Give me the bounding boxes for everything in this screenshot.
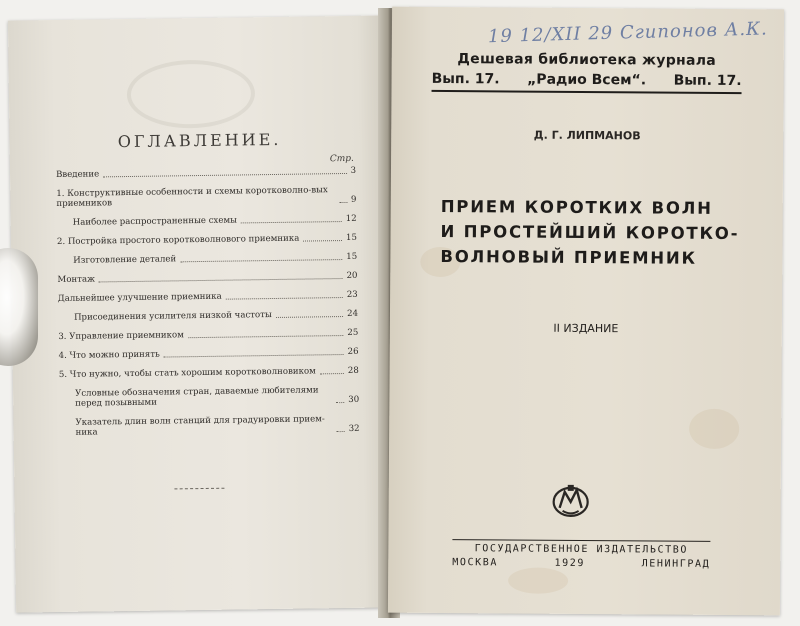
series-rule (432, 90, 742, 94)
toc-leader-dots (241, 221, 342, 223)
toc-entry-text: Монтаж (57, 274, 96, 286)
publication-year: 1929 (554, 557, 586, 569)
toc-entry-text: Указатель длин волн станций для градуировки прием-ника (75, 414, 325, 438)
title-line: И ПРОСТЕЙШИЙ КОРОТКО- (440, 221, 740, 244)
toc-entry (56, 185, 356, 209)
edition-label: II ИЗДАНИЕ (553, 321, 619, 336)
toc-entry (57, 214, 357, 228)
author-name: Д. Г. ЛИПМАНОВ (533, 128, 641, 143)
toc-entry-text: Присоединения усилителя низкой частоты (73, 310, 272, 323)
toc-end-divider (174, 488, 224, 490)
toc-entry (57, 233, 357, 247)
publisher-imprint (452, 557, 710, 570)
toc-entry-page: 20 (346, 270, 358, 281)
series-name: Дешевая библиотека журнала (457, 51, 717, 69)
toc-entry (58, 309, 358, 323)
toc-entry-page: 28 (347, 365, 359, 376)
toc-entry (58, 290, 358, 304)
toc-leader-dots (339, 202, 347, 203)
toc-entry-page: 24 (347, 308, 359, 319)
toc-entry-text: 5. Что нужно, чтобы стать хорошим коротковолновиком (58, 366, 316, 381)
toc-entry (59, 385, 359, 409)
toc-leader-dots (180, 259, 342, 262)
series-issue-line (432, 71, 742, 89)
journal-name: „Радио Всем“. (527, 71, 647, 89)
toc-entry-page: 30 (348, 394, 360, 405)
toc-entry-text: Введение (55, 169, 100, 181)
toc-title: ОГЛАВЛЕНИЕ. (117, 129, 282, 152)
toc-entry-page: 32 (348, 423, 360, 434)
toc-leader-dots (99, 278, 343, 282)
toc-entry-page: 3 (350, 165, 357, 176)
issue-number-left: Вып. 17. (431, 70, 500, 88)
toc-entry-page: 15 (346, 251, 358, 262)
toc-entry-page: 12 (345, 213, 357, 224)
toc-leader-dots (226, 297, 343, 300)
book-title (440, 194, 741, 271)
city-leningrad: ЛЕНИНГРАД (641, 558, 711, 570)
toc-leader-dots (103, 173, 346, 177)
toc-page-label: Стр. (329, 153, 354, 165)
paper-stain (508, 567, 568, 593)
faint-stamp-mark (126, 59, 255, 129)
toc-entry-text: 2. Постройка простого коротковолнового приемника (56, 233, 300, 248)
publisher-logo-icon (549, 478, 593, 522)
toc-entry-page: 23 (346, 289, 358, 300)
toc-entry (58, 328, 358, 342)
toc-entry-text: Изготовление деталей (73, 254, 177, 266)
city-moscow: МОСКВА (452, 557, 499, 569)
toc-leader-dots (337, 431, 345, 432)
toc-entry (59, 414, 359, 438)
toc-entry-page: 25 (347, 327, 359, 338)
toc-list (56, 166, 360, 447)
toc-leader-dots (164, 354, 344, 358)
left-page (8, 15, 396, 612)
publisher-block (452, 539, 710, 570)
toc-entry (57, 252, 357, 266)
toc-entry-text: 1. Конструктивные особенности и схемы коротковолно-вых приемников (56, 185, 328, 210)
series-header (432, 51, 742, 94)
toc-leader-dots (303, 240, 342, 242)
toc-entry-text: 4. Что можно принять (58, 349, 160, 362)
toc-entry-page: 15 (345, 232, 358, 243)
toc-entry (59, 366, 359, 380)
title-line: ВОЛНОВЫЙ ПРИЕМНИК (440, 246, 697, 268)
toc-leader-dots (336, 402, 344, 403)
toc-entry-page: 9 (350, 194, 357, 205)
toc-leader-dots (276, 316, 343, 318)
publisher-name: ГОСУДАРСТВЕННОЕ ИЗДАТЕЛЬСТВО (474, 543, 689, 556)
paper-stain (689, 409, 739, 449)
toc-entry (56, 166, 356, 180)
toc-entry (59, 347, 359, 361)
light-glare (0, 248, 38, 366)
issue-number-right: Вып. 17. (673, 72, 742, 90)
toc-entry-text: Дальнейшее улучшение приемника (57, 291, 222, 305)
toc-leader-dots (188, 335, 343, 338)
toc-leader-dots (320, 373, 344, 374)
title-line: ПРИЕМ КОРОТКИХ ВОЛН (440, 196, 713, 218)
toc-entry (57, 271, 357, 285)
toc-entry-text: Наиболее распространенные схемы (72, 215, 238, 228)
toc-entry-text: 3. Управление приемником (58, 330, 184, 343)
right-page-cover (388, 7, 784, 616)
publisher-rule (452, 539, 710, 542)
handwritten-inscription: 19 12/XII 29 Сгипонов А.К. (487, 18, 768, 48)
toc-entry-page: 26 (347, 346, 359, 357)
toc-entry-text: Условные обозначения стран, даваемые любителями перед позывными (75, 385, 319, 409)
